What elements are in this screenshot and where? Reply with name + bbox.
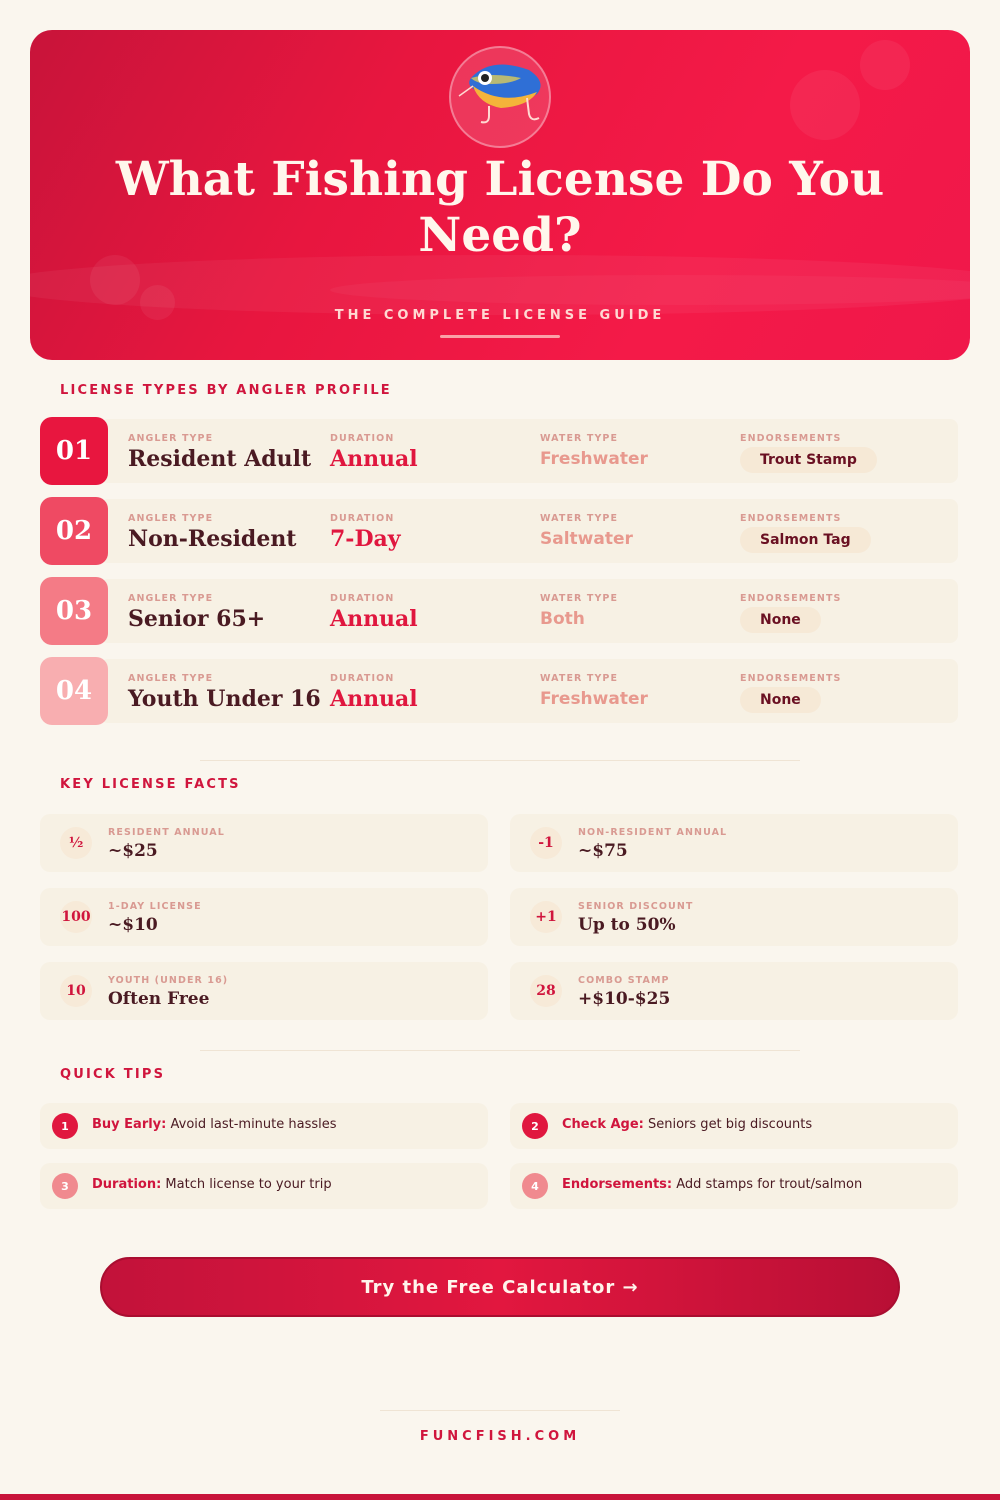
angler-type-value: Non-Resident: [128, 526, 297, 552]
endorsement-badge: Salmon Tag: [740, 527, 871, 553]
endorsement-badge: None: [740, 687, 821, 713]
tip-item: [40, 1103, 488, 1149]
water-type-caption: WATER TYPE: [540, 673, 619, 684]
tip-number-badge: 2: [522, 1113, 548, 1139]
duration-caption: DURATION: [330, 593, 395, 604]
tip-description: Seniors get big discounts: [643, 1117, 813, 1132]
license-row: [40, 577, 958, 645]
duration-caption: DURATION: [330, 513, 395, 524]
decor-bubble: [860, 40, 910, 90]
tip-text: [92, 1117, 337, 1132]
section-heading-key-facts: KEY LICENSE FACTS: [60, 777, 241, 792]
tip-item: [40, 1163, 488, 1209]
angler-type-value: Resident Adult: [128, 446, 312, 472]
tip-number-badge: 1: [52, 1113, 78, 1139]
endorsements-caption: ENDORSEMENTS: [740, 513, 842, 524]
footer-site-link[interactable]: FUNCFISH.COM: [419, 1429, 581, 1444]
fact-value: Often Free: [108, 989, 210, 1009]
water-type-value: Freshwater: [540, 449, 648, 469]
tip-text: [92, 1177, 332, 1192]
tip-description: Add stamps for trout/salmon: [672, 1177, 863, 1192]
fact-label: 1-DAY LICENSE: [108, 901, 202, 912]
fact-value: ~$10: [108, 915, 158, 935]
fact-label: COMBO STAMP: [578, 975, 670, 986]
angler-type-caption: ANGLER TYPE: [128, 433, 214, 444]
fact-value: ~$75: [578, 841, 628, 861]
fact-label: RESIDENT ANNUAL: [108, 827, 225, 838]
fact-value: Up to 50%: [578, 915, 676, 935]
fact-icon: ½: [60, 827, 92, 859]
fact-label: YOUTH (UNDER 16): [108, 975, 229, 986]
fact-icon: -1: [530, 827, 562, 859]
fact-label: SENIOR DISCOUNT: [578, 901, 694, 912]
license-number-badge: 02: [40, 497, 108, 565]
endorsements-caption: ENDORSEMENTS: [740, 673, 842, 684]
license-row: [40, 497, 958, 565]
license-row: [40, 417, 958, 485]
bottom-accent-bar: [0, 1494, 1000, 1500]
tip-item: [510, 1163, 958, 1209]
fishing-lure-icon: [449, 46, 551, 148]
water-type-value: Both: [540, 609, 585, 629]
tip-number-badge: 3: [52, 1173, 78, 1199]
angler-type-value: Youth Under 16: [128, 686, 321, 712]
duration-caption: DURATION: [330, 673, 395, 684]
hero-banner: [30, 30, 970, 360]
tip-description: Match license to your trip: [161, 1177, 332, 1192]
fact-label: NON-RESIDENT ANNUAL: [578, 827, 728, 838]
angler-type-caption: ANGLER TYPE: [128, 513, 214, 524]
fact-icon: 100: [60, 901, 92, 933]
fact-card: [40, 962, 488, 1020]
decor-bubble: [790, 70, 860, 140]
duration-caption: DURATION: [330, 433, 395, 444]
endorsement-badge: Trout Stamp: [740, 447, 877, 473]
endorsement-badge: None: [740, 607, 821, 633]
page-subtitle: THE COMPLETE LICENSE GUIDE: [334, 308, 666, 323]
tip-title: Endorsements:: [562, 1177, 673, 1192]
fact-card: [40, 888, 488, 946]
fact-card: [40, 814, 488, 872]
duration-value: Annual: [330, 446, 418, 472]
endorsements-caption: ENDORSEMENTS: [740, 593, 842, 604]
duration-value: 7-Day: [330, 526, 401, 552]
license-number-badge: 04: [40, 657, 108, 725]
duration-value: Annual: [330, 686, 418, 712]
fact-icon: +1: [530, 901, 562, 933]
water-type-value: Saltwater: [540, 529, 633, 549]
tip-item: [510, 1103, 958, 1149]
tip-description: Avoid last-minute hassles: [166, 1117, 337, 1132]
license-number-badge: 01: [40, 417, 108, 485]
fact-value: ~$25: [108, 841, 158, 861]
footer-divider: [380, 1410, 620, 1411]
angler-type-caption: ANGLER TYPE: [128, 673, 214, 684]
fact-icon: 28: [530, 975, 562, 1007]
fact-card: [510, 888, 958, 946]
tip-title: Buy Early:: [92, 1117, 167, 1132]
angler-type-caption: ANGLER TYPE: [128, 593, 214, 604]
water-type-caption: WATER TYPE: [540, 593, 619, 604]
section-divider: [200, 760, 800, 761]
water-type-value: Freshwater: [540, 689, 648, 709]
section-divider: [200, 1050, 800, 1051]
fact-value: +$10-$25: [578, 989, 671, 1009]
tip-number-badge: 4: [522, 1173, 548, 1199]
tip-text: [562, 1177, 862, 1192]
duration-value: Annual: [330, 606, 418, 632]
fact-icon: 10: [60, 975, 92, 1007]
license-row: [40, 657, 958, 725]
water-type-caption: WATER TYPE: [540, 433, 619, 444]
tip-title: Check Age:: [562, 1117, 644, 1132]
section-heading-quick-tips: QUICK TIPS: [60, 1067, 166, 1082]
water-type-caption: WATER TYPE: [540, 513, 619, 524]
page-title: What Fishing License Do You Need?: [115, 152, 885, 263]
endorsements-caption: ENDORSEMENTS: [740, 433, 842, 444]
free-calculator-button[interactable]: Try the Free Calculator →: [100, 1257, 900, 1317]
tip-title: Duration:: [92, 1177, 162, 1192]
tip-text: [562, 1117, 812, 1132]
subtitle-underline: [440, 335, 560, 338]
fact-card: [510, 962, 958, 1020]
angler-type-value: Senior 65+: [128, 606, 266, 632]
section-heading-license-types: LICENSE TYPES BY ANGLER PROFILE: [60, 383, 392, 398]
fact-card: [510, 814, 958, 872]
license-number-badge: 03: [40, 577, 108, 645]
